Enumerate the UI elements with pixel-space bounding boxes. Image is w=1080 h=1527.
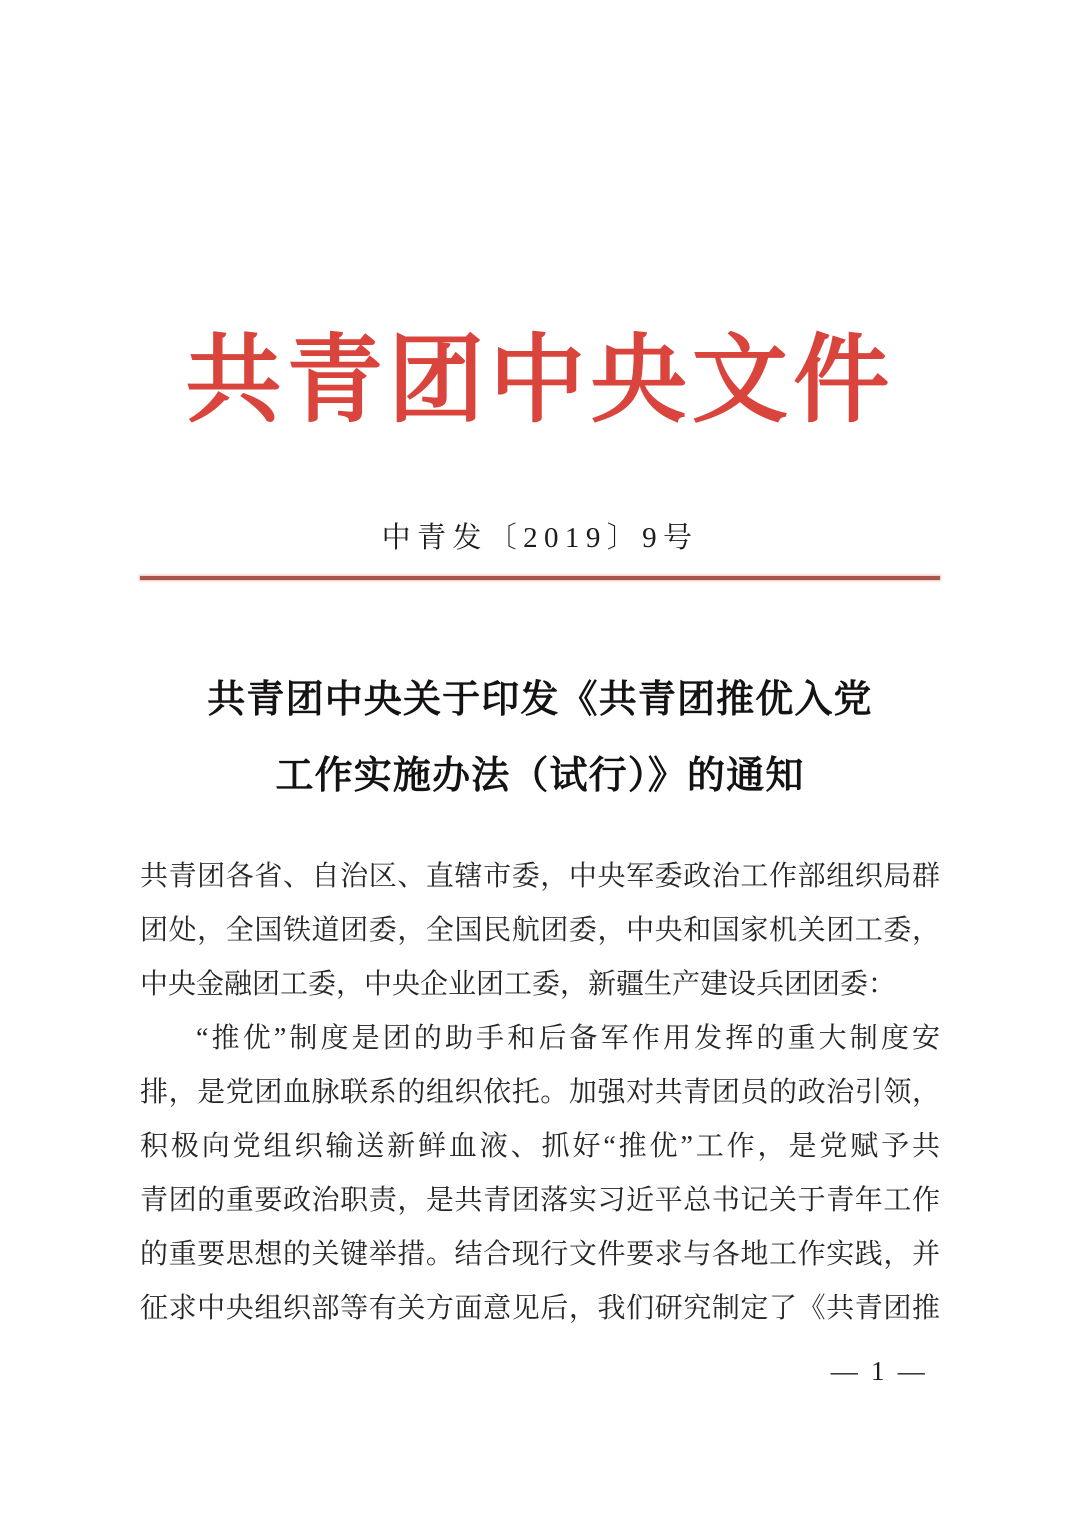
red-divider-line <box>140 576 940 580</box>
salutation-paragraph <box>140 850 940 1012</box>
body-paragraph <box>140 1012 940 1336</box>
salutation-line: 共青团各省、自治区、直辖市委，中央军委政治工作部组织局群 <box>140 861 940 892</box>
salutation-line: 团处，全国铁道团委，全国民航团委，中央和国家机关团工委， <box>140 915 940 946</box>
document-title-line-2: 工作实施办法（试行）》的通知 <box>275 755 805 797</box>
paragraph-line: “推优”制度是团的助手和后备军作用发挥的重大制度安 <box>196 1023 940 1054</box>
paragraph-line: 的重要思想的关键举措。结合现行文件要求与各地工作实践，并 <box>140 1239 940 1270</box>
document-body <box>140 850 940 1336</box>
document-number: 中青发〔2019〕9号 <box>381 522 699 554</box>
paragraph-line: 积极向党组织输送新鲜血液、抓好“推优”工作，是党赋予共 <box>140 1131 940 1162</box>
page-number: — 1 — <box>830 1356 928 1386</box>
paragraph-line: 青团的重要政治职责，是共青团落实习近平总书记关于青年工作 <box>140 1185 940 1216</box>
document-title <box>0 662 1080 814</box>
document-org-header: 共青团中央文件 <box>185 327 895 434</box>
paragraph-line: 征求中央组织部等有关方面意见后，我们研究制定了《共青团推 <box>140 1293 940 1324</box>
paragraph-line: 排，是党团血脉联系的组织依托。加强对共青团员的政治引领， <box>140 1077 940 1108</box>
document-title-line-1: 共青团中央关于印发《共青团推优入党 <box>207 679 873 721</box>
salutation-line: 中央金融团工委，中央企业团工委，新疆生产建设兵团团委： <box>140 969 897 1000</box>
